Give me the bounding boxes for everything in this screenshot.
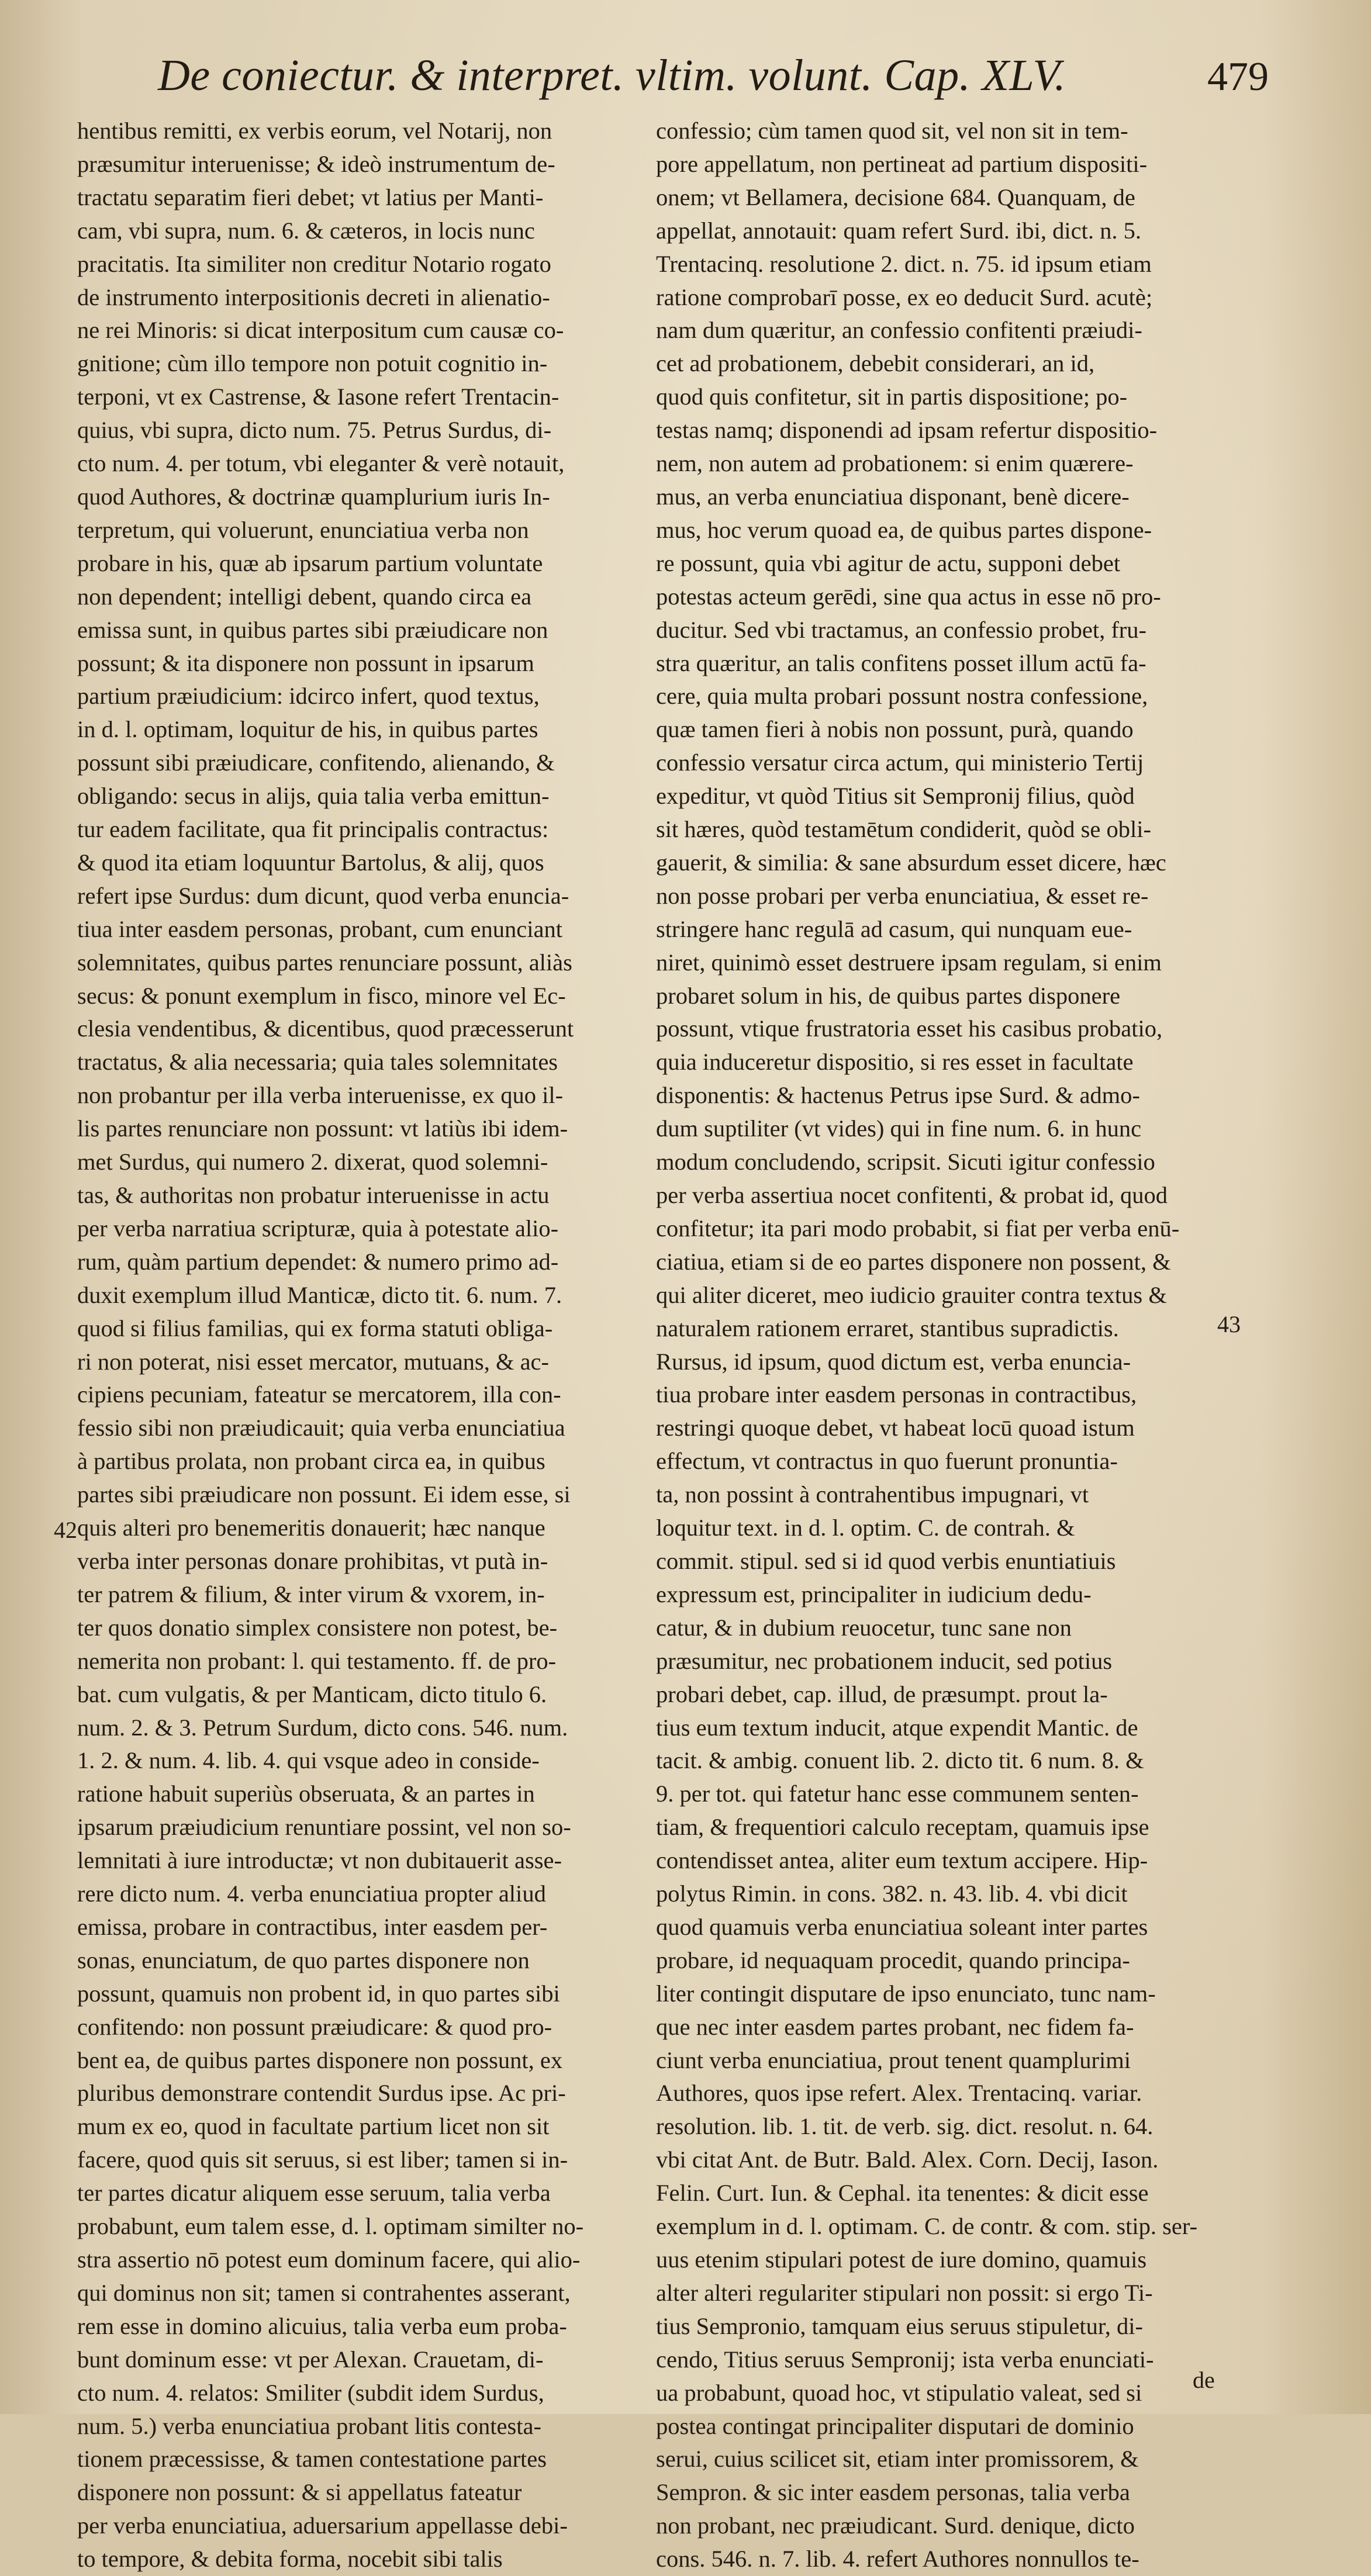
text-line: secus: & ponunt exemplum in fisco, minore vel Ec- bbox=[77, 982, 566, 1009]
text-line: loquitur text. in d. l. optim. C. de contrah. & bbox=[656, 1515, 1075, 1541]
text-line: gnitione; cùm illo tempore non potuit cognitio in- bbox=[77, 350, 548, 377]
text-line: refert ipse Surdus: dum dicunt, quod verba enuncia- bbox=[77, 882, 569, 909]
text-line: postea contingat principaliter disputari de dominio bbox=[656, 2412, 1134, 2439]
text-line: ratione habuit superiùs obseruata, & an partes in bbox=[77, 1780, 535, 1807]
text-line: non dependent; intelligi debent, quando circa ea bbox=[77, 583, 532, 610]
text-line: stra quæritur, an talis confitens posset illum actū fa- bbox=[656, 649, 1146, 676]
text-line: onem; vt Bellamera, decisione 684. Quanquam, de bbox=[656, 184, 1135, 210]
text-line: de instrumento interpositionis decreti in alienatio- bbox=[77, 283, 550, 310]
text-line: non posse probari per verba enunciatiua, & esset re- bbox=[656, 882, 1149, 909]
text-line: serui, cuius scilicet sit, etiam inter promissorem, & bbox=[656, 2446, 1139, 2473]
text-line: restringi quoque debet, vt habeat locū quoad istum bbox=[656, 1415, 1135, 1441]
text-line: commit. stipul. sed si id quod verbis enuntiatiuis bbox=[656, 1547, 1116, 1574]
text-line: possunt; & ita disponere non possunt in ipsarum bbox=[77, 649, 534, 676]
text-line: que nec inter easdem partes probant, nec fidem fa- bbox=[656, 2013, 1134, 2040]
text-line: solemnitates, quibus partes renunciare possunt, aliàs bbox=[77, 949, 572, 976]
text-line: num. 2. & 3. Petrum Surdum, dicto cons. 546. num. bbox=[77, 1714, 568, 1741]
text-line: Trentacinq. resolutione 2. dict. n. 75. id ipsum etiam bbox=[656, 250, 1152, 277]
text-line: pluribus demonstrare contendit Surdus ipse. Ac pri- bbox=[77, 2080, 566, 2107]
text-line: per verba assertiua nocet confitenti, & probat id, quod bbox=[656, 1182, 1168, 1208]
text-line: tacit. & ambig. conuent lib. 2. dicto tit. 6 num. 8. & bbox=[656, 1747, 1144, 1774]
text-line: catur, & in dubium reuocetur, tunc sane non bbox=[656, 1614, 1072, 1641]
text-line: tractatus, & alia necessaria; quia tales solemnitates bbox=[77, 1049, 558, 1076]
text-line: sonas, enunciatum, de quo partes disponere non bbox=[77, 1946, 530, 1973]
text-line: vbi citat Ant. de Butr. Bald. Alex. Corn. Decij, Iason. bbox=[656, 2146, 1159, 2173]
text-line: possunt, quamuis non probent id, in quo partes sibi bbox=[77, 1980, 560, 2007]
text-line: tur eadem facilitate, qua fit principalis contractus: bbox=[77, 816, 549, 843]
text-line: disponere non possunt: & si appellatus fateatur bbox=[77, 2479, 522, 2506]
text-line: quæ tamen fieri à nobis non possunt, purà, quando bbox=[656, 716, 1134, 743]
left-column-text bbox=[77, 115, 662, 2576]
text-line: rum, quàm partium dependet: & numero primo ad- bbox=[77, 1248, 559, 1275]
text-line: ipsarum præiudicium renuntiare possint, vel non so- bbox=[77, 1814, 571, 1841]
text-line: nam dum quæritur, an confessio confitenti præiudi- bbox=[656, 317, 1142, 344]
text-line: tractatu separatim fieri debet; vt latius per Manti- bbox=[77, 184, 544, 210]
text-line: mus, hoc verum quoad ea, de quibus partes dispone- bbox=[656, 516, 1152, 543]
text-line: polytus Rimin. in cons. 382. n. 43. lib. 4. vbi dicit bbox=[656, 1880, 1128, 1907]
margin-note-43: 43 bbox=[1217, 1311, 1241, 1337]
text-line: tas, & authoritas non probatur interuenisse in actu bbox=[77, 1182, 550, 1208]
text-line: confessio versatur circa actum, qui ministerio Tertij bbox=[656, 749, 1144, 776]
text-line: potestas acteum gerēdi, sine qua actus in esse nō pro- bbox=[656, 583, 1161, 610]
text-line: confitetur; ita pari modo probabit, si fiat per verba enū- bbox=[656, 1215, 1180, 1242]
text-line: nemerita non probant: l. qui testamento. ff. de pro- bbox=[77, 1647, 557, 1674]
text-line: mus, an verba enunciatiua disponant, benè dicere- bbox=[656, 483, 1130, 510]
text-line: probari debet, cap. illud, de præsumpt. prout la- bbox=[656, 1681, 1108, 1707]
text-line: rere dicto num. 4. verba enunciatiua propter aliud bbox=[77, 1880, 546, 1907]
text-line: expressum est, principaliter in iudicium dedu- bbox=[656, 1581, 1092, 1607]
right-column-text bbox=[656, 115, 1216, 2576]
text-line: bat. cum vulgatis, & per Manticam, dicto titulo 6. bbox=[77, 1681, 547, 1707]
text-line: probaret solum in his, de quibus partes disponere bbox=[656, 982, 1121, 1009]
text-line: clesia vendentibus, & dicentibus, quod præcesserunt bbox=[77, 1015, 574, 1042]
text-line: ducitur. Sed vbi tractamus, an confessio probet, fru- bbox=[656, 616, 1147, 643]
text-line: ter patrem & filium, & inter virum & vxorem, in- bbox=[77, 1581, 545, 1607]
text-line: tionem præcessisse, & tamen contestatione partes bbox=[77, 2446, 547, 2473]
text-line: per verba enunciatiua, aduersarium appellasse debi- bbox=[77, 2512, 568, 2539]
text-line: duxit exemplum illud Manticæ, dicto tit. 6. num. 7. bbox=[77, 1281, 562, 1308]
text-line: terponi, vt ex Castrense, & Iasone refert Trentacin- bbox=[77, 383, 560, 410]
text-line: verba inter personas donare prohibitas, vt putà in- bbox=[77, 1547, 548, 1574]
text-line: testas namq; disponendi ad ipsam refertur dispositio- bbox=[656, 417, 1158, 444]
text-line: Authores, quos ipse refert. Alex. Trentacinq. variar. bbox=[656, 2080, 1142, 2107]
text-line: stra assertio nō potest eum dominum facere, qui alio- bbox=[77, 2246, 581, 2273]
text-line: qui dominus non sit; tamen si contrahentes asserant, bbox=[77, 2279, 571, 2306]
text-line: emissa, probare in contractibus, inter easdem per- bbox=[77, 1913, 548, 1940]
text-line: contendisset antea, aliter eum textum accipere. Hip- bbox=[656, 1847, 1148, 1874]
text-line: præsumitur interuenisse; & ideò instrumentum de- bbox=[77, 150, 555, 177]
text-line: disponentis: & hactenus Petrus ipse Surd. & admo- bbox=[656, 1082, 1140, 1109]
running-title: De coniectur. & interpret. vltim. volunt. Cap. XLV. bbox=[158, 51, 1066, 100]
text-line: qui aliter diceret, meo iudicio grauiter contra textus & bbox=[656, 1281, 1167, 1308]
margin-note-42: 42 bbox=[54, 1517, 77, 1543]
text-line: nem, non autem ad probationem: si enim quærere- bbox=[656, 450, 1134, 477]
text-line: dum suptiliter (vt vides) qui in fine num. 6. in hunc bbox=[656, 1115, 1142, 1142]
text-line: quia induceretur dispositio, si res esset in facultate bbox=[656, 1049, 1134, 1076]
text-line: modum concludendo, scripsit. Sicuti igitur confessio bbox=[656, 1149, 1155, 1175]
text-line: quod quis confitetur, sit in partis dispositione; po- bbox=[656, 383, 1128, 410]
text-line: exemplum in d. l. optimam. C. de contr. & com. stip. ser- bbox=[656, 2213, 1198, 2240]
text-line: cons. 546. n. 7. lib. 4. refert Authores nonnullos te- bbox=[656, 2546, 1139, 2572]
text-line: possunt, vtique frustratoria esset his casibus probatio, bbox=[656, 1015, 1163, 1042]
text-line: tius Sempronio, tamquam eius seruus stipuletur, di- bbox=[656, 2312, 1144, 2339]
text-line: ciunt verba enunciatiua, prout tenent quamplurimi bbox=[656, 2046, 1131, 2073]
text-line: Rursus, id ipsum, quod dictum est, verba enuncia- bbox=[656, 1348, 1131, 1375]
text-line: partium præiudicium: idcirco infert, quod textus, bbox=[77, 683, 540, 710]
text-line: cto num. 4. per totum, vbi eleganter & verè notauit, bbox=[77, 450, 565, 477]
text-line: non probantur per illa verba interuenisse, ex quo il- bbox=[77, 1082, 564, 1109]
text-line: præsumitur, nec probationem inducit, sed potius bbox=[656, 1647, 1113, 1674]
text-line: lemnitati à iure introductæ; vt non dubitauerit asse- bbox=[77, 1847, 562, 1874]
text-line: tiua probare inter easdem personas in contractibus, bbox=[656, 1381, 1137, 1408]
text-line: to tempore, & debita forma, nocebit sibi talis bbox=[77, 2546, 503, 2572]
text-line: in d. l. optimam, loquitur de his, in quibus partes bbox=[77, 716, 538, 743]
text-line: met Surdus, qui numero 2. dixerat, quod solemni- bbox=[77, 1149, 548, 1175]
text-line: niret, quinimò esset destruere ipsam regulam, si enim bbox=[656, 949, 1162, 976]
text-line: mum ex eo, quod in facultate partium licet non sit bbox=[77, 2113, 550, 2140]
text-line: possunt sibi præiudicare, confitendo, alienando, & bbox=[77, 749, 555, 776]
text-line: rem esse in domino alicuius, talia verba eum proba- bbox=[77, 2312, 567, 2339]
text-line: ta, non possint à contrahentibus impugnari, vt bbox=[656, 1481, 1089, 1508]
text-line: per verba narratiua scripturæ, quia à potestate alio- bbox=[77, 1215, 559, 1242]
text-line: tius eum textum inducit, atque expendit Mantic. de bbox=[656, 1714, 1138, 1741]
text-line: quod si filius familias, qui ex forma statuti obliga- bbox=[77, 1315, 553, 1341]
text-line: non probant, nec præiudicant. Surd. denique, dicto bbox=[656, 2512, 1135, 2539]
text-line: tiam, & frequentiori calculo receptam, quamuis ipse bbox=[656, 1814, 1149, 1841]
page-number: 479 bbox=[1207, 54, 1269, 99]
text-line: quod quamuis verba enunciatiua soleant inter partes bbox=[656, 1913, 1148, 1940]
text-line: lis partes renunciare non possunt: vt latiùs ibi idem- bbox=[77, 1115, 568, 1142]
text-line: tiua inter easdem personas, probant, cum enunciant bbox=[77, 915, 562, 942]
text-line: cto num. 4. relatos: Smiliter (subdit idem Surdus, bbox=[77, 2379, 544, 2406]
text-line: partes sibi præiudicare non possunt. Ei idem esse, si bbox=[77, 1481, 571, 1508]
page-header bbox=[158, 40, 1269, 110]
text-line: hentibus remitti, ex verbis eorum, vel Notarij, non bbox=[77, 117, 552, 144]
text-line: pracitatis. Ita similiter non creditur Notario rogato bbox=[77, 250, 551, 277]
text-line: effectum, vt contractus in quo fuerunt pronuntia- bbox=[656, 1448, 1118, 1475]
text-line: à partibus prolata, non probant circa ea, in quibus bbox=[77, 1448, 545, 1475]
text-line: bunt dominum esse: vt per Alexan. Crauetam, di- bbox=[77, 2346, 544, 2373]
text-line: ua probabunt, quoad hoc, vt stipulatio valeat, sed si bbox=[656, 2379, 1142, 2406]
text-line: confitendo: non possunt præiudicare: & quod pro- bbox=[77, 2013, 552, 2040]
text-line: sit hæres, quòd testamētum condiderit, quòd se obli- bbox=[656, 816, 1151, 843]
text-line: 9. per tot. qui fatetur hanc esse communem senten- bbox=[656, 1780, 1139, 1807]
text-line: alter alteri regulariter stipulari non possit: si ergo Ti- bbox=[656, 2279, 1153, 2306]
text-line: appellat, annotauit: quam refert Surd. ibi, dict. n. 5. bbox=[656, 217, 1142, 244]
text-line: gauerit, & similia: & sane absurdum esset dicere, hæc bbox=[656, 849, 1166, 876]
text-line: expeditur, vt quòd Titius sit Sempronij filius, quòd bbox=[656, 783, 1135, 810]
text-line: confessio; cùm tamen quod sit, vel non sit in tem- bbox=[656, 117, 1128, 144]
catchword: de bbox=[1193, 2367, 1215, 2393]
text-line: 1. 2. & num. 4. lib. 4. qui vsque adeo in conside- bbox=[77, 1747, 540, 1774]
text-line: ratione comprobarī posse, ex eo deducit Surd. acutè; bbox=[656, 283, 1153, 310]
text-line: cet ad probationem, debebit considerari, an id, bbox=[656, 350, 1095, 377]
text-line: resolution. lib. 1. tit. de verb. sig. dict. resolut. n. 64. bbox=[656, 2113, 1154, 2140]
text-line: ter quos donatio simplex consistere non potest, be- bbox=[77, 1614, 558, 1641]
text-line: Sempron. & sic inter easdem personas, talia verba bbox=[656, 2479, 1130, 2506]
text-line: emissa sunt, in quibus partes sibi præiudicare non bbox=[77, 616, 548, 643]
text-line: bent ea, de quibus partes disponere non possunt, ex bbox=[77, 2046, 563, 2073]
text-line: cere, quia multa probari possunt nostra confessione, bbox=[656, 683, 1148, 710]
text-line: cendo, Titius seruus Sempronij; ista verba enunciati- bbox=[656, 2346, 1154, 2373]
text-line: stringere hanc regulā ad casum, qui nunquam eue- bbox=[656, 915, 1132, 942]
text-line: probare in his, quæ ab ipsarum partium voluntate bbox=[77, 549, 543, 576]
text-line: cipiens pecuniam, fateatur se mercatorem, illa con- bbox=[77, 1381, 561, 1408]
text-line: fessio sibi non præiudicauit; quia verba enunciatiua bbox=[77, 1415, 565, 1441]
text-line: ne rei Minoris: si dicat interpositum cum causæ co- bbox=[77, 317, 564, 344]
text-line: pore appellatum, non pertineat ad partium dispositi- bbox=[656, 150, 1148, 177]
text-line: ri non poterat, nisi esset mercator, mutuans, & ac- bbox=[77, 1348, 550, 1375]
text-line: uus etenim stipulari potest de iure domino, quamuis bbox=[656, 2246, 1147, 2273]
text-line: Felin. Curt. Iun. & Cephal. ita tenentes: & dicit esse bbox=[656, 2180, 1149, 2207]
text-line: terpretum, qui voluerunt, enunciatiua verba non bbox=[77, 516, 529, 543]
text-line: obligando: secus in alijs, quia talia verba emittun- bbox=[77, 783, 550, 810]
text-line: liter contingit disputare de ipso enunciato, tunc nam- bbox=[656, 1980, 1156, 2007]
text-line: re possunt, quia vbi agitur de actu, supponi debet bbox=[656, 549, 1121, 576]
text-line: & quod ita etiam loquuntur Bartolus, & alij, quos bbox=[77, 849, 544, 876]
text-line: quis alteri pro benemeritis donauerit; hæc nanque bbox=[77, 1515, 545, 1541]
text-line: quius, vbi supra, dicto num. 75. Petrus Surdus, di- bbox=[77, 417, 552, 444]
text-line: probare, id nequaquam procedit, quando principa- bbox=[656, 1946, 1130, 1973]
text-line: cam, vbi supra, num. 6. & cæteros, in locis nunc bbox=[77, 217, 535, 244]
text-line: facere, quod quis sit seruus, si est liber; tamen si in- bbox=[77, 2146, 568, 2173]
text-line: quod Authores, & doctrinæ quamplurium iuris In- bbox=[77, 483, 550, 510]
text-line: num. 5.) verba enunciatiua probant litis contesta- bbox=[77, 2412, 542, 2439]
text-line: ciatiua, etiam si de eo partes disponere non possent, & bbox=[656, 1248, 1171, 1275]
text-line: probabunt, eum talem esse, d. l. optimam similter no- bbox=[77, 2213, 584, 2240]
text-line: naturalem rationem erraret, stantibus supradictis. bbox=[656, 1315, 1119, 1341]
text-line: ter partes dicatur aliquem esse seruum, talia verba bbox=[77, 2180, 551, 2207]
